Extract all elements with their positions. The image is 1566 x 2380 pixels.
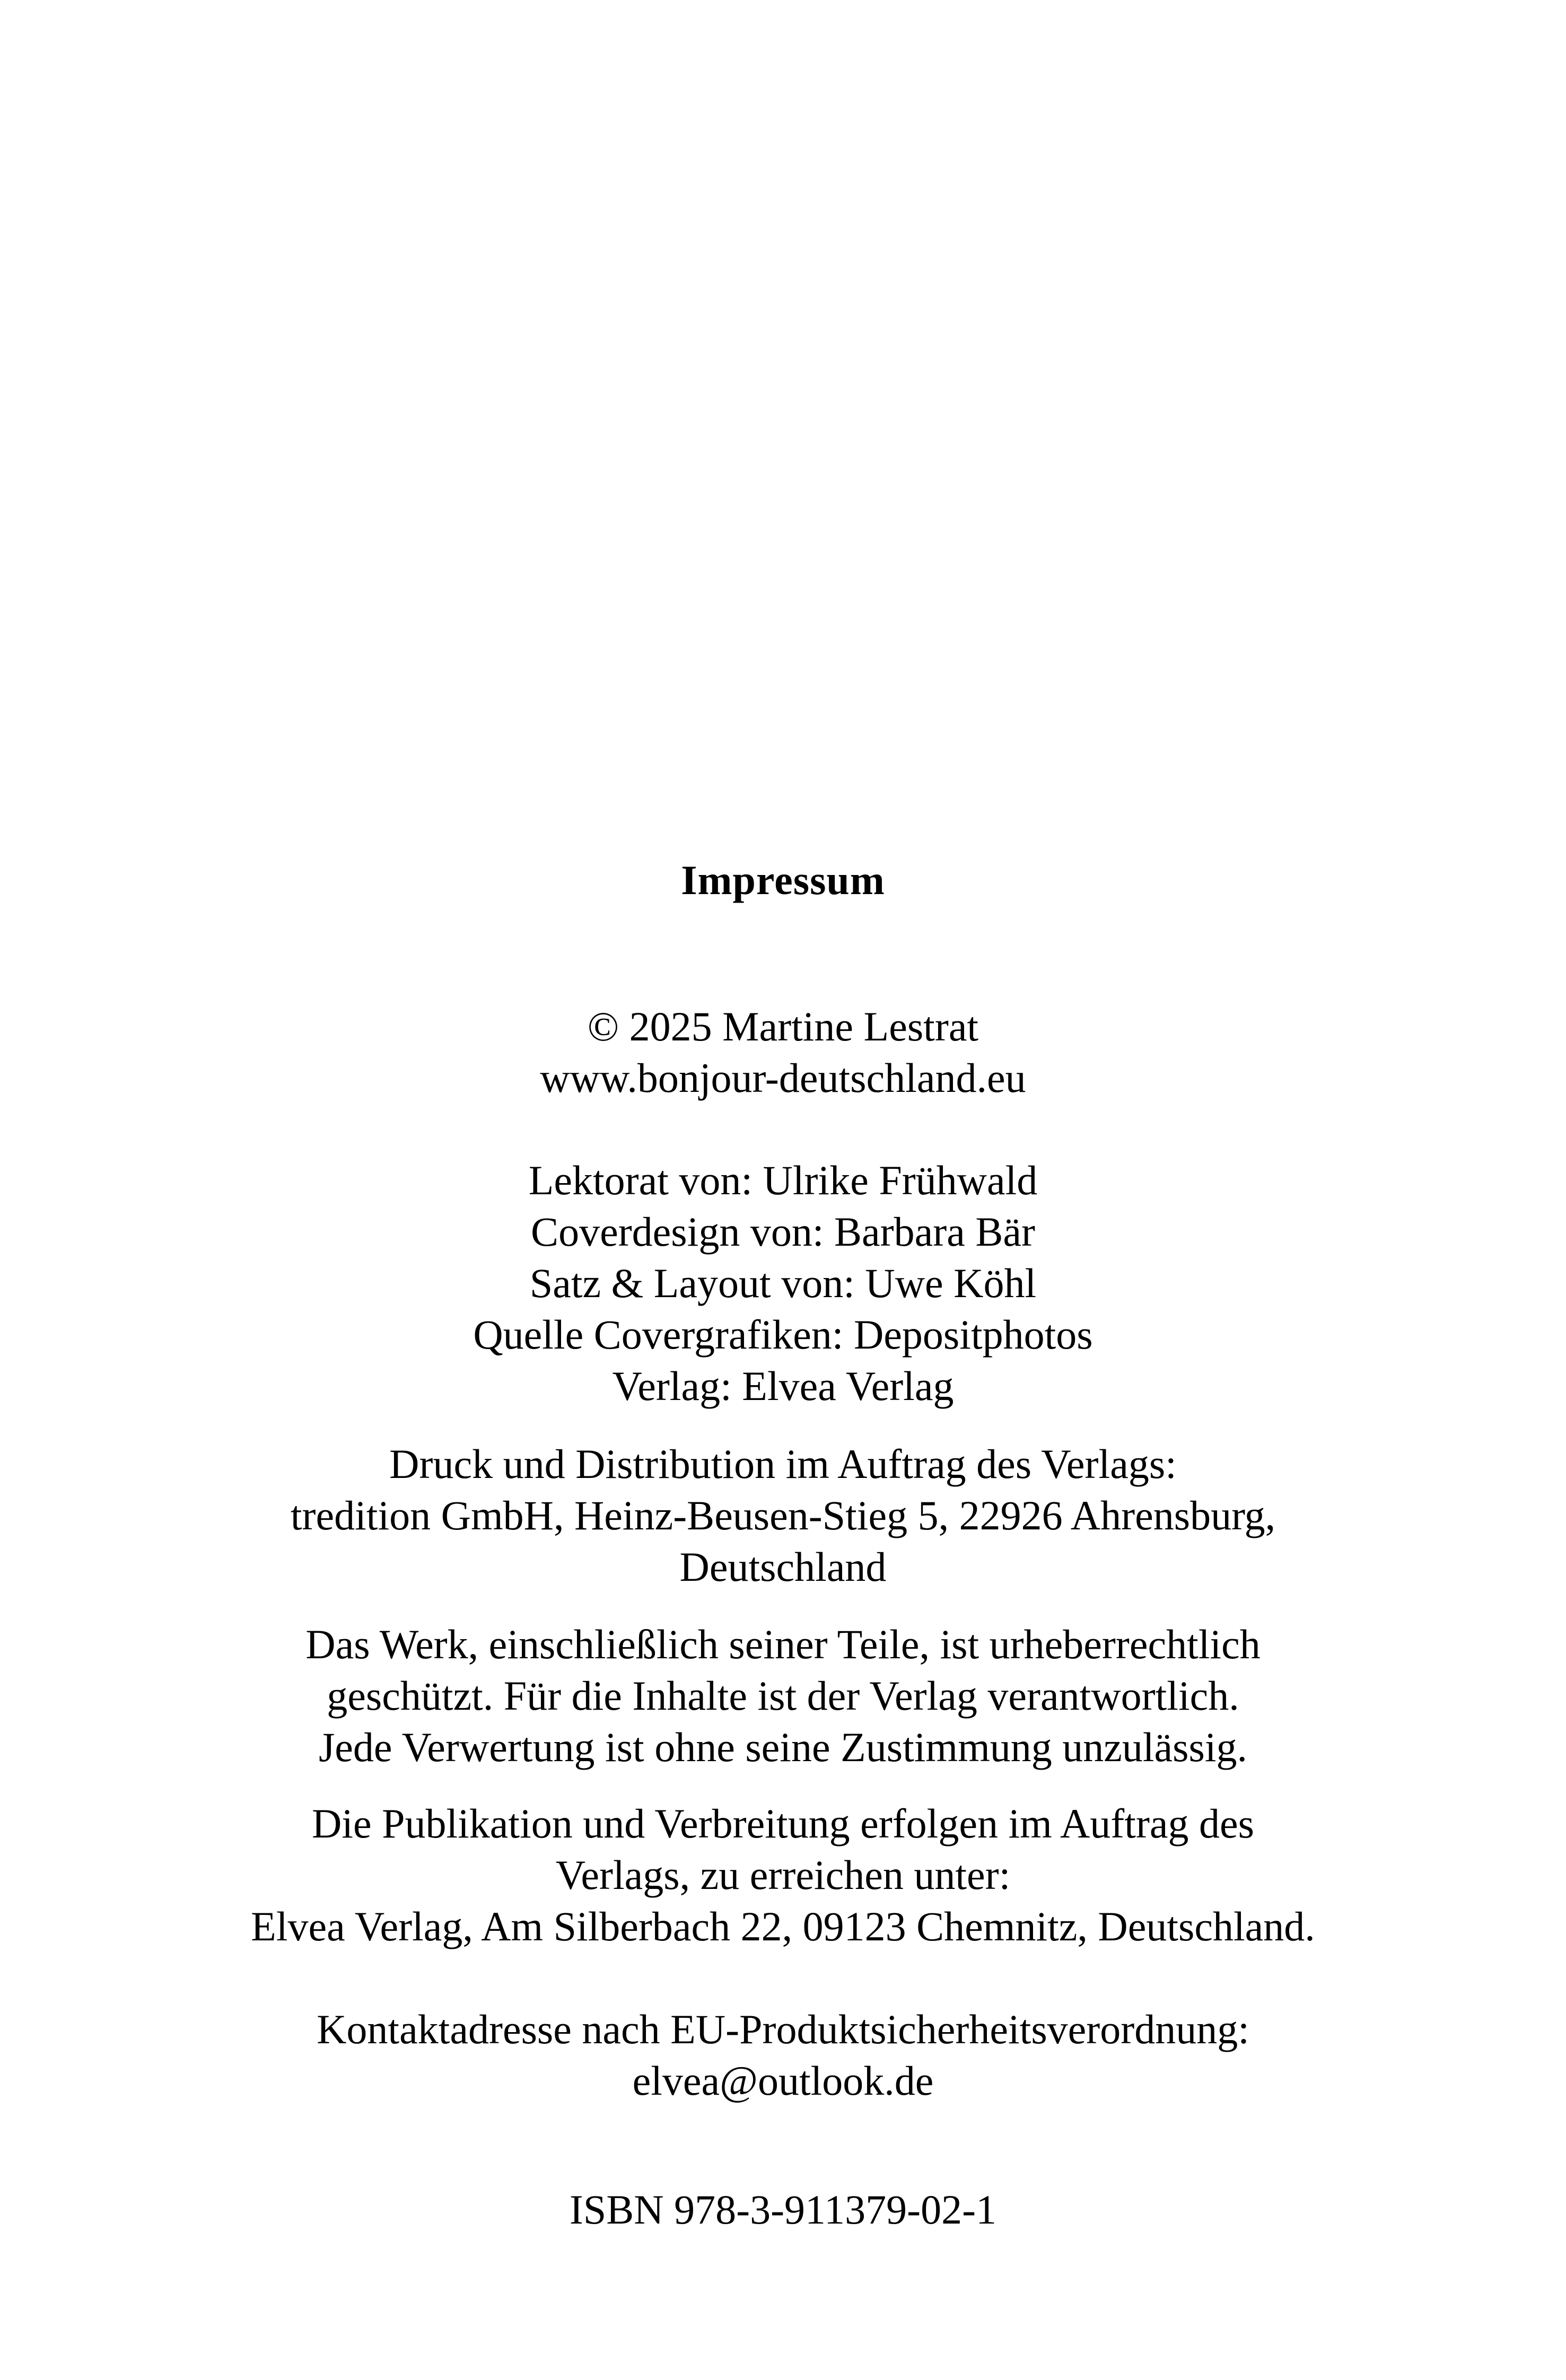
print-distribution-line-2: tredition GmbH, Heinz-Beusen-Stieg 5, 22926 Ahrensburg, — [290, 1492, 1276, 1538]
satz-layout-line: Satz & Layout von: Uwe Köhl — [529, 1260, 1037, 1306]
coverdesign-line: Coverdesign von: Barbara Bär — [531, 1209, 1035, 1255]
isbn-line: ISBN 978-3-911379-02-1 — [569, 2186, 997, 2233]
publication-line-1: Die Publikation und Verbreitung erfolgen im Auftrag des — [311, 1800, 1255, 1847]
print-distribution-line-3: Deutschland — [679, 1544, 887, 1590]
copyright-notice-line-2: geschützt. Für die Inhalte ist der Verlag verantwortlich. — [327, 1673, 1239, 1719]
copyright-line: © 2025 Martine Lestrat — [587, 1003, 979, 1049]
lektorat-line: Lektorat von: Ulrike Frühwald — [528, 1157, 1038, 1203]
isbn-block — [0, 2184, 1566, 2235]
website-link[interactable]: www.bonjour-deutschland.eu — [540, 1055, 1026, 1101]
publisher-line: Verlag: Elvea Verlag — [612, 1363, 954, 1409]
print-distribution-line-1: Druck und Distribution im Auftrag des Verlags: — [389, 1441, 1177, 1487]
contact-block — [0, 2003, 1566, 2106]
page-title: Impressum — [681, 857, 885, 903]
publication-block — [0, 1798, 1566, 1952]
copyright-notice-block — [0, 1618, 1566, 1773]
publication-line-2: Verlags, zu erreichen unter: — [555, 1852, 1011, 1898]
copyright-notice-line-1: Das Werk, einschließlich seiner Teile, ist urheberrechtlich — [305, 1621, 1261, 1667]
contact-line: Kontaktadresse nach EU-Produktsicherheitsverordnung: — [317, 2006, 1249, 2052]
publication-line-3: Elvea Verlag, Am Silberbach 22, 09123 Chemnitz, Deutschland. — [251, 1903, 1315, 1949]
print-distribution-block — [0, 1438, 1566, 1592]
cover-source-line: Quelle Covergrafiken: Depositphotos — [473, 1311, 1093, 1358]
contact-email[interactable]: elvea@outlook.de — [632, 2058, 934, 2104]
copyright-block — [0, 1001, 1566, 1104]
credits-block — [0, 1154, 1566, 1412]
copyright-notice-line-3: Jede Verwertung ist ohne seine Zustimmung unzulässig. — [318, 1724, 1248, 1770]
